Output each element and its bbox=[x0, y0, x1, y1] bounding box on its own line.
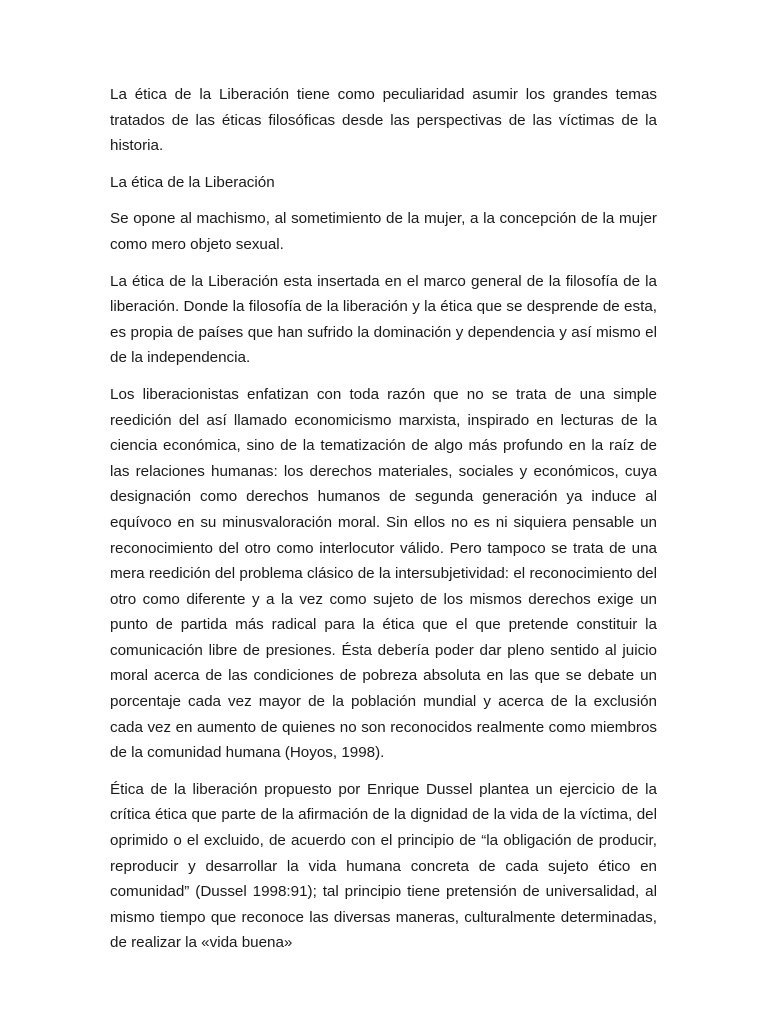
paragraph-machismo: Se opone al machismo, al sometimiento de la mujer, a la concepción de la mujer como mero objeto sexual. bbox=[110, 210, 657, 253]
paragraph-intro: La ética de la Liberación tiene como peculiaridad asumir los grandes temas tratados de las éticas filosóficas desde las perspectivas de las víctimas de la historia. bbox=[110, 86, 657, 155]
section-heading: La ética de la Liberación bbox=[110, 173, 275, 191]
paragraph-framework: La ética de la Liberación esta insertada en el marco general de la filosofía de la liberación. Donde la filosofía de la liberación y la ética que se desprende de esta, es propia de países que han sufrido la dominación y dependencia y así mismo el de la independencia. bbox=[110, 272, 657, 367]
paragraph-liberacionistas: Los liberacionistas enfatizan con toda razón que no se trata de una simple reedición del así llamado economicismo marxista, inspirado en lecturas de la ciencia económica, sino de la tematización de algo más profundo en la raíz de las relaciones humanas: los derechos materiales, sociales y económicos, cuya designación como derechos humanos de segunda generación ya induce al equívoco en su minusvaloración moral. Sin ellos no es ni siquiera pensable un reconocimiento del otro como interlocutor válido. Pero tampoco se trata de una mera reedición del problema clásico de la intersubjetividad: el reconocimiento del otro como diferente y a la vez como sujeto de los mismos derechos exige un punto de partida más radical para la ética que el que pretende constituir la comunicación libre de presiones. Ésta debería poder dar pleno sentido al juicio moral acerca de las condiciones de pobreza absoluta en las que se debate un porcentaje cada vez mayor de la población mundial y acerca de la exclusión cada vez en aumento de quienes no son reconocidos realmente como miembros de la comunidad humana (Hoyos, 1998). bbox=[110, 385, 657, 762]
paragraph-dussel: Ética de la liberación propuesto por Enrique Dussel plantea un ejercicio de la crítica ética que parte de la afirmación de la dignidad de la vida de la víctima, del oprimido o el excluido, de acuerdo con el principio de “la obligación de producir, reproducir y desarrollar la vida humana concreta de cada sujeto ético en comunidad” (Dussel 1998:91); tal principio tiene pretensión de universalidad, al mismo tiempo que reconoce las diversas maneras, culturalmente determinadas, de realizar la «vida buena» bbox=[110, 780, 657, 952]
document-page bbox=[110, 82, 657, 967]
